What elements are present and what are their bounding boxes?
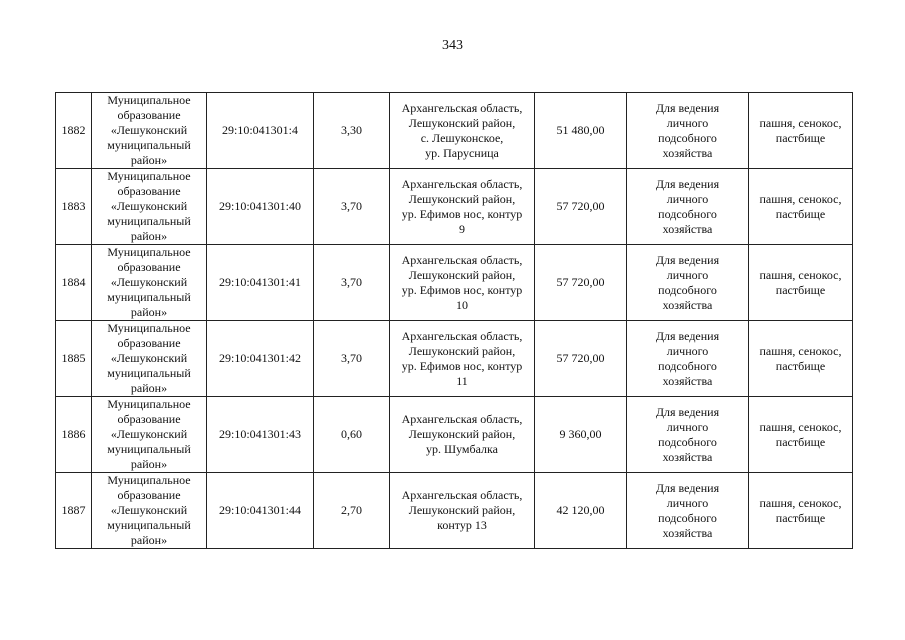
address-cell: Архангельская область, Лешуконский район, ур. Ефимов нос, контур 11 xyxy=(390,321,535,397)
land-plots-table xyxy=(55,92,853,549)
owner-cell: Муниципальное образование «Лешуконский муниципальный район» xyxy=(92,321,207,397)
cadastral-number-cell: 29:10:041301:4 xyxy=(207,93,314,169)
land-type-cell: пашня, сенокос, пастбище xyxy=(749,169,853,245)
area-cell: 3,70 xyxy=(314,321,390,397)
row-number-cell: 1882 xyxy=(56,93,92,169)
owner-cell: Муниципальное образование «Лешуконский муниципальный район» xyxy=(92,245,207,321)
cadastral-number-cell: 29:10:041301:42 xyxy=(207,321,314,397)
permitted-use-cell: Для ведения личного подсобного хозяйства xyxy=(627,321,749,397)
cadastral-number-cell: 29:10:041301:43 xyxy=(207,397,314,473)
page-number: 343 xyxy=(442,38,463,53)
area-cell: 3,70 xyxy=(314,245,390,321)
area-cell: 3,70 xyxy=(314,169,390,245)
land-type-cell: пашня, сенокос, пастбище xyxy=(749,321,853,397)
table-row xyxy=(56,245,853,321)
table-row xyxy=(56,93,853,169)
row-number-cell: 1884 xyxy=(56,245,92,321)
owner-cell: Муниципальное образование «Лешуконский муниципальный район» xyxy=(92,169,207,245)
row-number-cell: 1883 xyxy=(56,169,92,245)
price-cell: 57 720,00 xyxy=(535,169,627,245)
address-cell: Архангельская область, Лешуконский район, контур 13 xyxy=(390,473,535,549)
owner-cell: Муниципальное образование «Лешуконский муниципальный район» xyxy=(92,397,207,473)
address-cell: Архангельская область, Лешуконский район, ур. Ефимов нос, контур 9 xyxy=(390,169,535,245)
area-cell: 3,30 xyxy=(314,93,390,169)
owner-cell: Муниципальное образование «Лешуконский муниципальный район» xyxy=(92,93,207,169)
address-cell: Архангельская область, Лешуконский район, ур. Ефимов нос, контур 10 xyxy=(390,245,535,321)
table-row xyxy=(56,169,853,245)
land-type-cell: пашня, сенокос, пастбище xyxy=(749,397,853,473)
permitted-use-cell: Для ведения личного подсобного хозяйства xyxy=(627,245,749,321)
address-cell: Архангельская область, Лешуконский район, ур. Шумбалка xyxy=(390,397,535,473)
land-type-cell: пашня, сенокос, пастбище xyxy=(749,245,853,321)
area-cell: 0,60 xyxy=(314,397,390,473)
price-cell: 51 480,00 xyxy=(535,93,627,169)
cadastral-number-cell: 29:10:041301:41 xyxy=(207,245,314,321)
row-number-cell: 1887 xyxy=(56,473,92,549)
price-cell: 9 360,00 xyxy=(535,397,627,473)
land-type-cell: пашня, сенокос, пастбище xyxy=(749,473,853,549)
permitted-use-cell: Для ведения личного подсобного хозяйства xyxy=(627,169,749,245)
owner-cell: Муниципальное образование «Лешуконский муниципальный район» xyxy=(92,473,207,549)
table-row xyxy=(56,321,853,397)
land-type-cell: пашня, сенокос, пастбище xyxy=(749,93,853,169)
address-cell: Архангельская область, Лешуконский район, с. Лешуконское, ур. Парусница xyxy=(390,93,535,169)
row-number-cell: 1885 xyxy=(56,321,92,397)
table-row xyxy=(56,397,853,473)
permitted-use-cell: Для ведения личного подсобного хозяйства xyxy=(627,397,749,473)
cadastral-number-cell: 29:10:041301:44 xyxy=(207,473,314,549)
row-number-cell: 1886 xyxy=(56,397,92,473)
area-cell: 2,70 xyxy=(314,473,390,549)
permitted-use-cell: Для ведения личного подсобного хозяйства xyxy=(627,93,749,169)
table-row xyxy=(56,473,853,549)
price-cell: 57 720,00 xyxy=(535,245,627,321)
price-cell: 42 120,00 xyxy=(535,473,627,549)
permitted-use-cell: Для ведения личного подсобного хозяйства xyxy=(627,473,749,549)
cadastral-number-cell: 29:10:041301:40 xyxy=(207,169,314,245)
price-cell: 57 720,00 xyxy=(535,321,627,397)
